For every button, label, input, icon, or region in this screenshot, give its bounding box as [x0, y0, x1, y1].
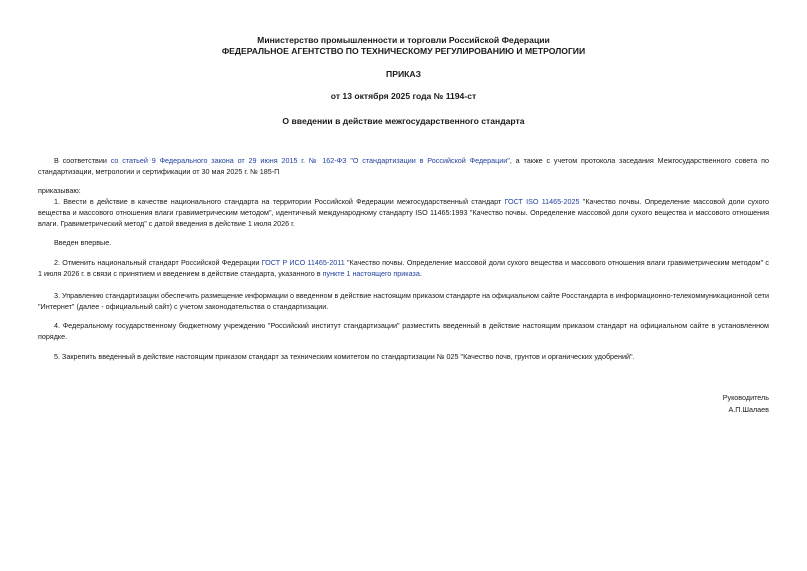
document-date-number: от 13 октября 2025 года № 1194-ст [330, 91, 477, 101]
signatory-name: А.П.Шалаев [728, 405, 769, 414]
order-word: приказываю: [38, 186, 81, 195]
agency-name: ФЕДЕРАЛЬНОЕ АГЕНТСТВО ПО ТЕХНИЧЕСКОМУ РЕГУЛИРОВАНИЮ И МЕТРОЛОГИИ [221, 46, 586, 56]
introduced-note: Введен впервые. [54, 238, 112, 247]
preamble-paragraph [38, 155, 769, 177]
document-type: ПРИКАЗ [386, 69, 421, 79]
document-title: О введении в действие межгосударственного стандарта [282, 116, 525, 126]
item-1-reference-link[interactable]: пункте 1 настоящего приказа [322, 269, 420, 278]
item-2-text-continued: "Качество почвы. Определение массовой доли сухого вещества и массового отношения влаги гравиметрическим методом" с 1 июля 2026 г. в связи с принятием и введением в действие стандарта, указанного в [38, 258, 770, 278]
item-1-paragraph [38, 196, 769, 229]
preamble-text: В соответствии [54, 156, 111, 165]
federal-law-link[interactable]: со статьей 9 Федерального закона от 29 июня 2015 г. № 162-ФЗ "О стандартизации в Российской Федерации" [110, 156, 510, 165]
signatory-position: Руководитель [722, 393, 769, 402]
item-1-text: 1. Ввести в действие в качестве национального стандарта на территории Российской Федерации межгосударственный стандарт [54, 197, 505, 206]
item-5-paragraph: 5. Закрепить введенный в действие настоящим приказом стандарт за техническим комитетом по стандартизации № 025 "Качество почв, грунтов и органических удобрений". [54, 352, 635, 361]
item-2-paragraph [38, 257, 769, 279]
ministry-name: Министерство промышленности и торговли Российской Федерации [257, 35, 550, 45]
item-2-text-end: . [419, 269, 422, 278]
item-4-paragraph: 4. Федеральному государственному бюджетному учреждению "Российский институт стандартизации" разместить введенный в действие настоящим приказом стандарт на официальном сайте в установленном порядке. [38, 321, 769, 341]
item-1-text-continued: "Качество почвы. Определение массовой доли сухого вещества и массового отношения влаги гравиметрическим методом", идентичный международному стандарту ISO 11465:1993 "Качество почвы. Определение массовой доли сухого вещества и массового отношения влаги. Гравиметрический метод" с датой введения в действие 1 июля 2026 г. [38, 197, 769, 228]
preamble-text-continued: , а также с учетом протокола заседания Межгосударственного совета по стандартизации, метрологии и сертификации от 30 мая 2025 г. № 185-П [38, 156, 769, 176]
item-3-paragraph: 3. Управлению стандартизации обеспечить размещение информации о введенном в действие настоящим приказом стандарте на официальном сайте Росстандарта в информационно-телекоммуникационной сети "Интернет" (далее - официальный сайт) с учетом законодательства о стандартизации. [38, 291, 769, 311]
gost-iso-11465-2025-link[interactable]: ГОСТ ISO 11465-2025 [504, 197, 580, 206]
gost-r-iso-11465-2011-link[interactable]: ГОСТ Р ИСО 11465-2011 [261, 258, 345, 267]
item-2-text: 2. Отменить национальный стандарт Российской Федерации [54, 258, 262, 267]
